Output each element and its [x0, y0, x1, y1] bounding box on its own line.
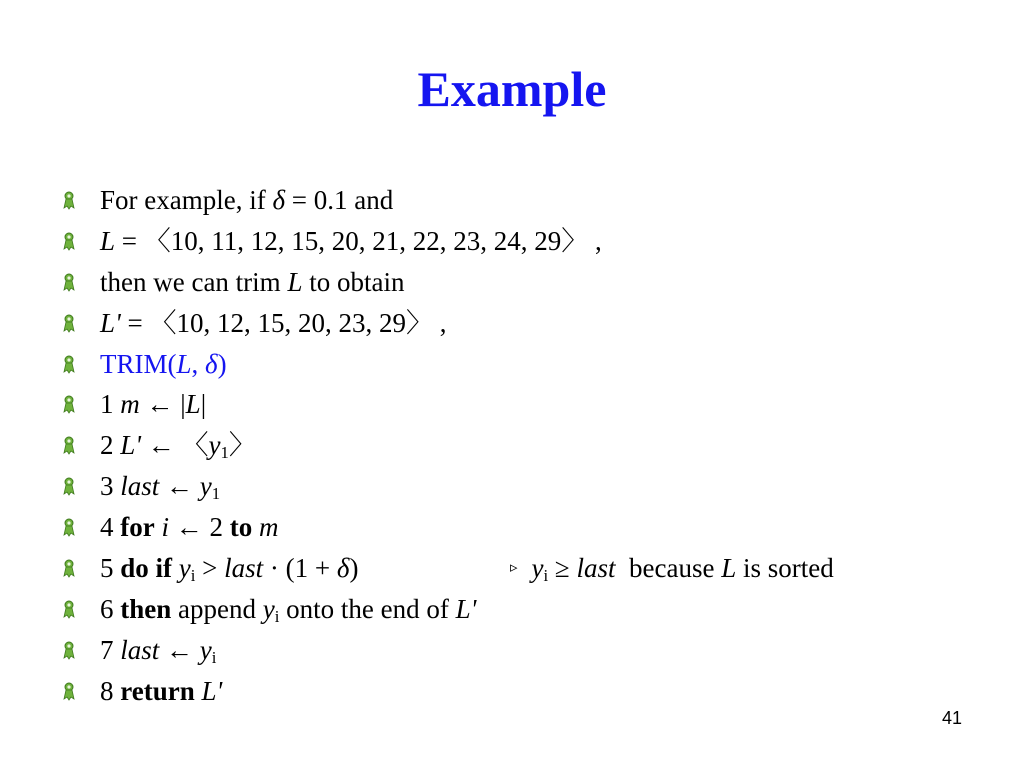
pseudocode-line: 5 do if $y_i$ > last · (1 + δ) ▹ $y_i$ ≥ last because L is sorted	[100, 550, 358, 586]
green-ribbon-bullet-icon	[62, 600, 76, 619]
green-ribbon-bullet-icon	[62, 355, 76, 374]
green-ribbon-bullet-icon	[62, 191, 76, 210]
green-ribbon-bullet-icon	[62, 682, 76, 701]
pseudocode-line: 4 for i ← 2 to m	[100, 512, 279, 543]
pseudocode-line: 3 last ← $y_1$	[100, 471, 221, 504]
green-ribbon-bullet-icon	[62, 477, 76, 496]
line-text: L = 〈10, 11, 12, 15, 20, 21, 22, 23, 24, 29〉 ,	[100, 225, 602, 256]
pseudocode-line: 6 then append $y_i$ onto the end of L'	[100, 593, 477, 627]
green-ribbon-bullet-icon	[62, 273, 76, 292]
green-ribbon-bullet-icon	[62, 314, 76, 333]
procedure-heading: TRIM(L, δ)	[100, 348, 227, 379]
slide-title: Example	[417, 61, 607, 117]
line-text: L' = 〈10, 12, 15, 20, 23, 29〉 ,	[100, 307, 447, 338]
green-ribbon-bullet-icon	[62, 436, 76, 455]
pseudocode-line: 2 L' ← 〈$y_1$〉	[100, 430, 256, 463]
comment-triangle-icon: ▹	[510, 560, 518, 577]
pseudocode-comment: ▹ $y_i$ ≥ last because L is sorted	[510, 550, 834, 586]
pseudocode-line: 8 return L'	[100, 675, 223, 706]
green-ribbon-bullet-icon	[62, 518, 76, 537]
green-ribbon-bullet-icon	[62, 395, 76, 414]
green-ribbon-bullet-icon	[62, 232, 76, 251]
pseudocode-line: 1 m ← |L|	[100, 389, 207, 420]
page-number: 41	[941, 708, 962, 728]
green-ribbon-bullet-icon	[62, 641, 76, 660]
line-text: then we can trim L to obtain	[100, 266, 405, 297]
pseudocode-line: 7 last ← $y_i$	[100, 634, 217, 667]
green-ribbon-bullet-icon	[62, 559, 76, 578]
line-text: For example, if δ = 0.1 and	[100, 185, 394, 215]
